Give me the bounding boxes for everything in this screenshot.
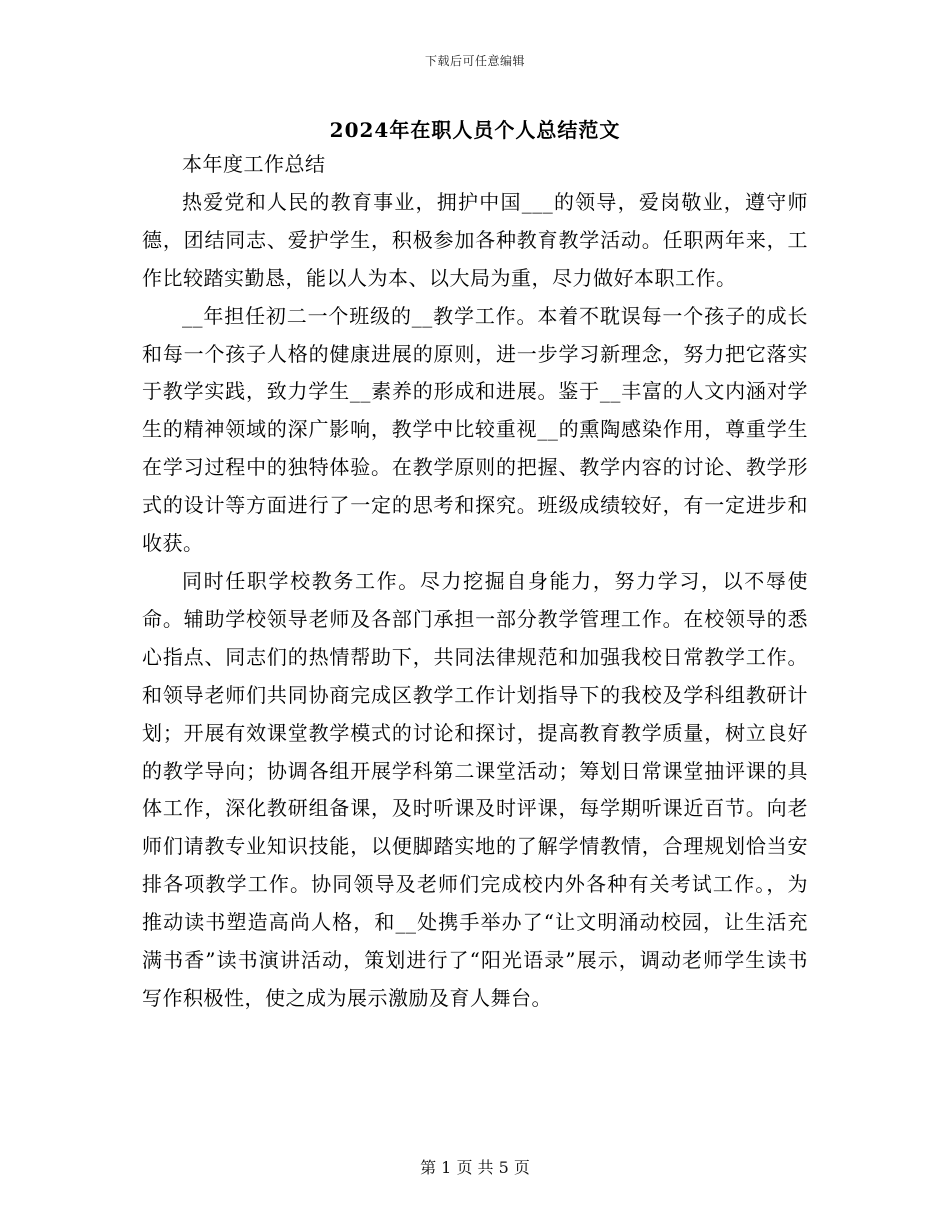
- paragraph: 热爱党和人民的教育事业，拥护中国___的领导，爱岗敬业，遵守师德，团结同志、爱护学生，积极参加各种教育教学活动。任职两年来，工作比较踏实勤恳，能以人为本、以大局为重，尽力做好本职工作。: [142, 189, 808, 290]
- page-header-note: 下载后可任意编辑: [424, 54, 525, 68]
- paragraph: 同时任职学校教务工作。尽力挖掘自身能力，努力学习，以不辱使命。辅助学校领导老师及各部门承担一部分教学管理工作。在校领导的悉心指点、同志们的热情帮助下，共同法律规范和加强我校日常教学工作。和领导老师们共同协商完成区教学工作计划指导下的我校及学科组教研计划；开展有效课堂教学模式的讨论和探讨，提高教育教学质量，树立良好的教学导向；协调各组开展学科第二课堂活动；筹划日常课堂抽评课的具体工作，深化教研组备课，及时听课及时评课，每学期听课近百节。向老师们请教专业知识技能，以便脚踏实地的了解学情教情，合理规划恰当安排各项教学工作。协同领导及老师们完成校内外各种有关考试工作。，为推动读书塑造高尚人格，和__处携手举办了“让文明涌动校园，让生活充满书香”读书演讲活动，策划进行了“阳光语录”展示，调动老师学生读书写作积极性，使之成为展示激励及育人舞台。: [142, 568, 808, 1010]
- paragraph-section-heading: 本年度工作总结: [182, 152, 326, 176]
- page-number: 第 1 页 共 5 页: [420, 1158, 530, 1177]
- document-body: [142, 146, 808, 1018]
- document-title: 2024年在职人员个人总结范文: [329, 118, 621, 142]
- paragraph: __年担任初二一个班级的__教学工作。本着不耽误每一个孩子的成长和每一个孩子人格的健康进展的原则，进一步学习新理念，努力把它落实于教学实践，致力学生__素养的形成和进展。鉴于__丰富的人文内涵对学生的精神领域的深广影响，教学中比较重视__的熏陶感染作用，尊重学生在学习过程中的独特体验。在教学原则的把握、教学内容的讨论、教学形式的设计等方面进行了一定的思考和探究。班级成绩较好，有一定进步和收获。: [142, 303, 808, 556]
